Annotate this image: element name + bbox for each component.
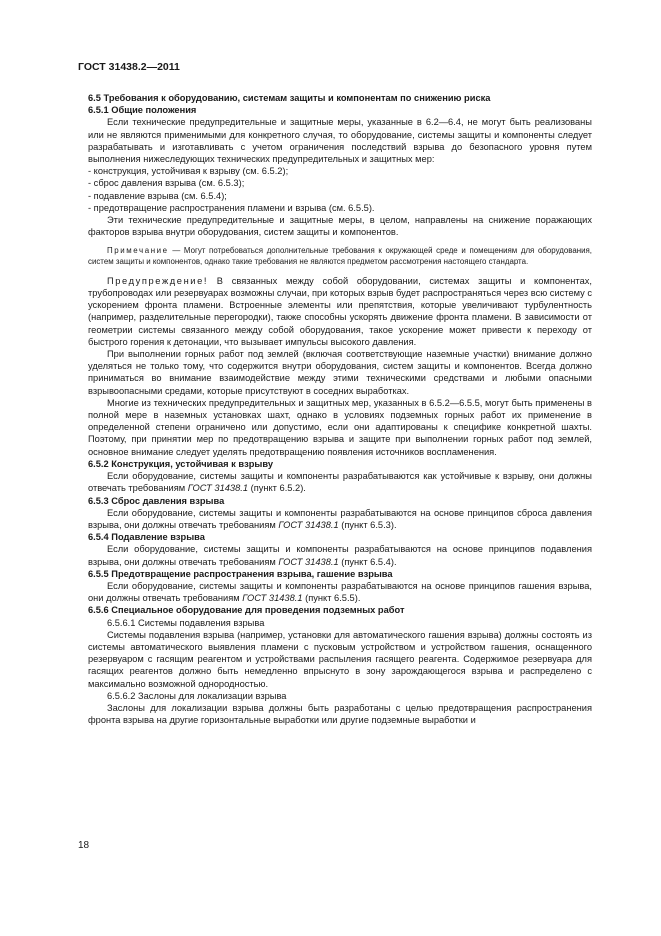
- section-heading-6-5: 6.5 Требования к оборудованию, системам защиты и компонентам по снижению риска: [88, 93, 491, 103]
- section-heading-6-5-6: 6.5.6 Специальное оборудование для проведения подземных работ: [88, 605, 405, 616]
- list-item: - подавление взрыва (см. 6.5.4);: [88, 190, 227, 201]
- section-heading-6-5-3: 6.5.3 Сброс давления взрыва: [88, 495, 225, 506]
- document-code: ГОСТ 31438.2—2011: [78, 61, 180, 73]
- warning-text: В связанных между собой оборудовании, системах защиты и компонентах, трубопроводах или резервуарах возможны случаи, при которых взрыв будет распространяться через всю систему с ускорением фронта пламени. Встроенные элементы или препятствия, которые увеличивают турбулентность (например, разделительные перегородки), также способны ускорять движение фронта пламени. В зависимости от геометрии системы связанного между собой оборудования, такое ускорение может привести к переходу от быстрого горения к детонации, что вызывает импульсы высокого давления.: [88, 275, 592, 347]
- subsection-heading-6-5-6-1: 6.5.6.1 Системы подавления взрыва: [107, 617, 265, 628]
- section-heading-6-5-1: 6.5.1 Общие положения: [88, 105, 197, 116]
- main-content: [88, 92, 592, 726]
- warning-paragraph: [88, 275, 592, 348]
- standard-reference: ГОСТ 31438.1: [187, 483, 249, 494]
- standard-reference: ГОСТ 31438.1: [278, 556, 339, 567]
- list-item: - предотвращение распространения пламени и взрыва (см. 6.5.5).: [88, 202, 375, 213]
- page-number: 18: [78, 840, 90, 851]
- subsection-heading-6-5-6-2: 6.5.6.2 Заслоны для локализации взрыва: [107, 690, 287, 701]
- note-label: Примечание: [107, 246, 169, 256]
- paragraph-measures: Многие из технических предупредительных и защитных мер, указанных в 6.5.2—6.5.5, могут быть применены в полной мере в наземных установках шахт, однако в условиях подземных горных работ их применение в определенной степени ограничено или допустимо, если они адаптированы к специфике конкретной шахты. Поэтому, при принятии мер по предотвращению взрыва и защите при выполнении горных работ под землей, основное внимание следует уделять предотвращению появления источников воспламенения.: [88, 397, 592, 457]
- paragraph-mining: При выполнении горных работ под землей (включая соответствующие наземные участки) внимание должно уделяться не только тому, что содержится внутри оборудования, систем защиты и компонентов. Всегда должно приниматься во внимание взаимодействие между этими техническими средствами и любыми опасными взрывоопасными средами, которые присутствуют в соседних выработках.: [88, 349, 592, 396]
- paragraph-6-5-6-1: Системы подавления взрыва (например, установки для автоматического гашения взрыва) должны состоять из системы автоматического выявления пламени с пусковым устройством и устройством гашения, оснащенного резервуаром с гасящим реагентом и устройствами распыления гасящего реагента. Содержимое резервуара для гасящих реагентов должно быть немедленно впрыснуто в зону зарождающегося взрыва и распределено с максимально возможной однородностью.: [88, 629, 592, 689]
- standard-reference: ГОСТ 31438.1: [242, 593, 303, 604]
- section-heading-6-5-2: 6.5.2 Конструкция, устойчивая к взрыву: [88, 458, 274, 469]
- section-heading-6-5-4: 6.5.4 Подавление взрыва: [88, 532, 205, 543]
- paragraph-6-5-4: Если оборудование, системы защиты и компоненты разрабатываются на основе принципов подавления взрыва, они должны отвечать требованиям ГОСТ 31438.1 (пункт 6.5.4).: [88, 544, 592, 567]
- list-item: - конструкция, устойчивая к взрыву (см. 6.5.2);: [88, 166, 289, 177]
- paragraph-6-5-3: Если оборудование, системы защиты и компоненты разрабатываются на основе принципов сброса давления взрыва, они должны отвечать требованиям ГОСТ 31438.1 (пункт 6.5.3).: [88, 507, 592, 530]
- warning-label: Предупреждение!: [107, 275, 209, 286]
- section-heading-6-5-5: 6.5.5 Предотвращение распространения взрыва, гашение взрыва: [88, 568, 393, 579]
- paragraph-6-5-5: Если оборудование, системы защиты и компоненты разрабатываются на основе принципов гашения взрыва, они должны отвечать требованиям ГОСТ 31438.1 (пункт 6.5.5).: [88, 580, 592, 604]
- standard-reference: ГОСТ 31438.1: [278, 519, 339, 530]
- paragraph-6-5-6-2: Заслоны для локализации взрыва должны быть разработаны с целью предотвращения распространения фронта взрыва на другие горизонтальные выработки или другие подземные выработки и: [88, 702, 592, 726]
- paragraph-after-list: Эти технические предупредительные и защитные меры, в целом, направлены на снижение поражающих факторов взрыва внутри оборудования, систем защиты и компонентов.: [88, 215, 592, 238]
- note-text: — Могут потребоваться дополнительные требования к окружающей среде и помещениям для оборудования, систем защиты и компонентов, однако такие требования не являются предметом рассмотрения настоящего стандарта.: [88, 246, 592, 266]
- list-item: - сброс давления взрыва (см. 6.5.3);: [88, 178, 245, 189]
- paragraph-6-5-2: Если оборудование, системы защиты и компоненты разрабатываются как устойчивые к взрыву, они должны отвечать требованиям ГОСТ 31438.1 (пункт 6.5.2).: [88, 471, 592, 494]
- note: [88, 246, 592, 266]
- paragraph-intro: Если технические предупредительные и защитные меры, указанные в 6.2—6.4, не могут быть реализованы или не являются применимыми для конкретного случая, то оборудование, системы защиты и компоненты следует разрабатывать и изготавливать с учетом ограничения последствий взрыва до безопасного уровня путем выполнения нижеследующих технических предупредительных и защитных мер:: [88, 117, 592, 165]
